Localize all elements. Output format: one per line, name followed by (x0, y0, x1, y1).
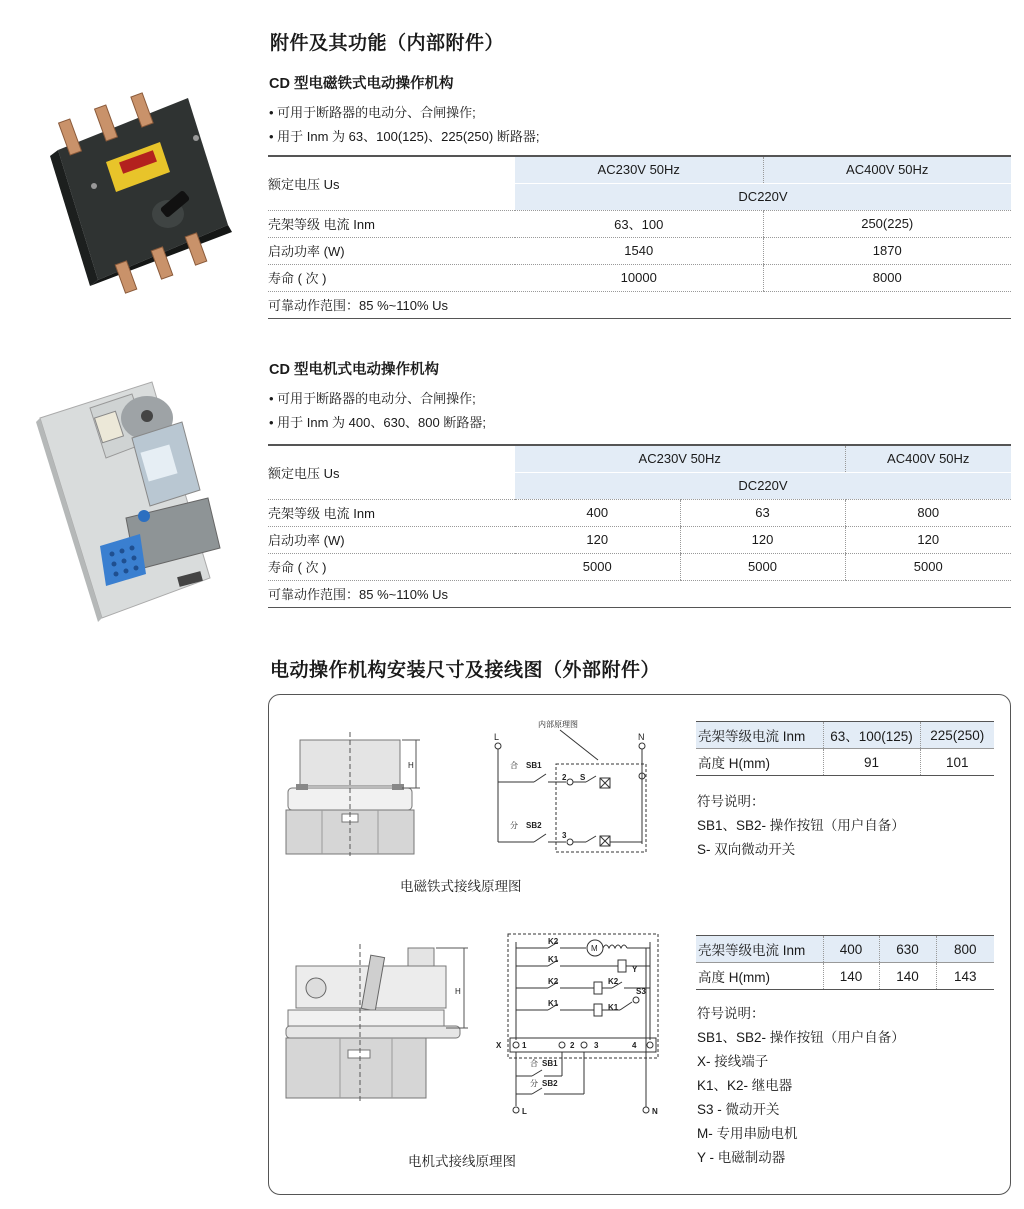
electromagnet-height-table (696, 721, 994, 776)
electromagnet-dimension-drawing (282, 730, 422, 858)
height-label: 高度 H(mm) (696, 963, 823, 990)
power-label: 启动功率 (W) (268, 237, 515, 264)
k2-label: K2 (608, 977, 619, 986)
cell: 140 (823, 963, 879, 990)
life-label: 寿命 ( 次 ) (268, 264, 515, 291)
cell: 5000 (680, 553, 845, 580)
motor-operator-photo (32, 378, 222, 623)
cell: 63、100(125) (823, 722, 920, 749)
terminal-2-label: 2 (562, 773, 567, 782)
cell: 10000 (515, 264, 763, 291)
electromagnet-wiring-diagram (488, 716, 660, 858)
terminal-3-label: 3 (594, 1041, 599, 1050)
k2-label: K2 (548, 977, 559, 986)
product2-title: CD 型电机式电动操作机构 (269, 362, 439, 378)
motor-dimension-drawing (282, 944, 472, 1102)
terminal-4-label: 4 (632, 1041, 637, 1050)
section-title-internal: 附件及其功能（内部附件） (270, 33, 505, 54)
cell: 5000 (845, 553, 1011, 580)
legend-title: 符号说明： (697, 1006, 765, 1021)
ac230-header: AC230V 50Hz (515, 156, 763, 183)
l-label: L (522, 1107, 527, 1116)
cell: 140 (879, 963, 936, 990)
product2-bullet-1: • 可用于断路器的电动分、合闸操作; (269, 391, 476, 406)
he-label: 合 (510, 761, 518, 770)
m-label: M (591, 944, 598, 953)
frame-current-label: 壳架等级电流 Inm (696, 936, 823, 963)
product1-bullet-2: • 用于 Inm 为 63、100(125)、225(250) 断路器; (269, 129, 540, 144)
legend-item: X- 接线端子 (697, 1054, 769, 1069)
cell: 120 (515, 526, 680, 553)
sb1-label: SB1 (526, 761, 542, 770)
n-label: N (638, 732, 645, 742)
cell: 1540 (515, 237, 763, 264)
cell: 120 (680, 526, 845, 553)
x-label: X (496, 1041, 502, 1050)
k1-label: K1 (548, 999, 559, 1008)
k1-label: K1 (608, 1003, 619, 1012)
cell: 800 (936, 936, 994, 963)
cell: 101 (920, 749, 994, 776)
voltage-label: 额定电压 Us (268, 445, 515, 499)
ac230-header: AC230V 50Hz (515, 445, 845, 472)
product1-bullet-1: • 可用于断路器的电动分、合闸操作; (269, 105, 476, 120)
cell: 400 (515, 499, 680, 526)
sb2-label: SB2 (526, 821, 542, 830)
cell: 800 (845, 499, 1011, 526)
legend-item: S- 双向微动开关 (697, 842, 796, 857)
cell: 225(250) (920, 722, 994, 749)
voltage-label: 额定电压 Us (268, 156, 515, 210)
cell: 1870 (763, 237, 1011, 264)
motor-wiring-diagram (490, 930, 666, 1120)
dc220-header: DC220V (515, 183, 1011, 210)
cell: 143 (936, 963, 994, 990)
l-label: L (494, 732, 500, 742)
legend-item: K1、K2- 继电器 (697, 1078, 793, 1093)
cell: 400 (823, 936, 879, 963)
cell: 8000 (763, 264, 1011, 291)
cell: 63 (680, 499, 845, 526)
h-dim-label: H (455, 987, 461, 996)
h-dim-label: H (408, 761, 414, 770)
reliable-range: 可靠动作范围：85 %~110% Us (268, 298, 449, 313)
ac400-header: AC400V 50Hz (845, 445, 1011, 472)
terminal-1-label: 1 (522, 1041, 527, 1050)
product1-spec-table (268, 155, 1011, 319)
ac400-header: AC400V 50Hz (763, 156, 1011, 183)
motor-diagram-caption: 电机式接线原理图 (408, 1154, 516, 1169)
life-label: 寿命 ( 次 ) (268, 553, 515, 580)
product2-bullet-2: • 用于 Inm 为 400、630、800 断路器; (269, 415, 486, 430)
s-label: S (580, 773, 586, 782)
sb2-label: SB2 (542, 1079, 558, 1088)
cell: 63、100 (515, 210, 763, 237)
cell: 5000 (515, 553, 680, 580)
fen-label: 分 (530, 1079, 538, 1088)
legend-item: S3 - 微动开关 (697, 1102, 780, 1117)
terminal-3-label: 3 (562, 831, 567, 840)
frame-current-label: 壳架等级 电流 Inm (268, 210, 515, 237)
legend-title: 符号说明： (697, 794, 765, 809)
legend-item: SB1、SB2- 操作按钮（用户自备） (697, 1030, 905, 1045)
cell: 91 (823, 749, 920, 776)
terminal-2-label: 2 (570, 1041, 575, 1050)
k2-label: K2 (548, 937, 559, 946)
motor-height-table (696, 935, 994, 990)
legend-item: M- 专用串励电机 (697, 1126, 798, 1141)
electromagnet-operator-photo (28, 90, 240, 302)
height-label: 高度 H(mm) (696, 749, 823, 776)
legend-item: Y - 电磁制动器 (697, 1150, 786, 1165)
y-label: Y (632, 965, 638, 974)
cell: 120 (845, 526, 1011, 553)
electromagnet-diagram-caption: 电磁铁式接线原理图 (400, 879, 522, 894)
k1-label: K1 (548, 955, 559, 964)
frame-current-label: 壳架等级 电流 Inm (268, 499, 515, 526)
legend-item: SB1、SB2- 操作按钮（用户自备） (697, 818, 905, 833)
power-label: 启动功率 (W) (268, 526, 515, 553)
fen-label: 分 (510, 821, 518, 830)
motor-legend (697, 1002, 905, 1170)
sb1-label: SB1 (542, 1059, 558, 1068)
inner-diagram-label: 内部原理图 (538, 720, 578, 729)
dc220-header: DC220V (515, 472, 1011, 499)
he-label: 合 (530, 1059, 538, 1068)
product2-spec-table (268, 444, 1011, 608)
s3-label: S3 (636, 987, 646, 996)
frame-current-label: 壳架等级电流 Inm (696, 722, 823, 749)
product1-title: CD 型电磁铁式电动操作机构 (269, 76, 454, 92)
cell: 630 (879, 936, 936, 963)
reliable-range: 可靠动作范围：85 %~110% Us (268, 587, 449, 602)
n-label: N (652, 1107, 658, 1116)
section-title-external: 电动操作机构安装尺寸及接线图（外部附件） (270, 660, 661, 681)
cell: 250(225) (763, 210, 1011, 237)
electromagnet-legend (697, 790, 905, 862)
